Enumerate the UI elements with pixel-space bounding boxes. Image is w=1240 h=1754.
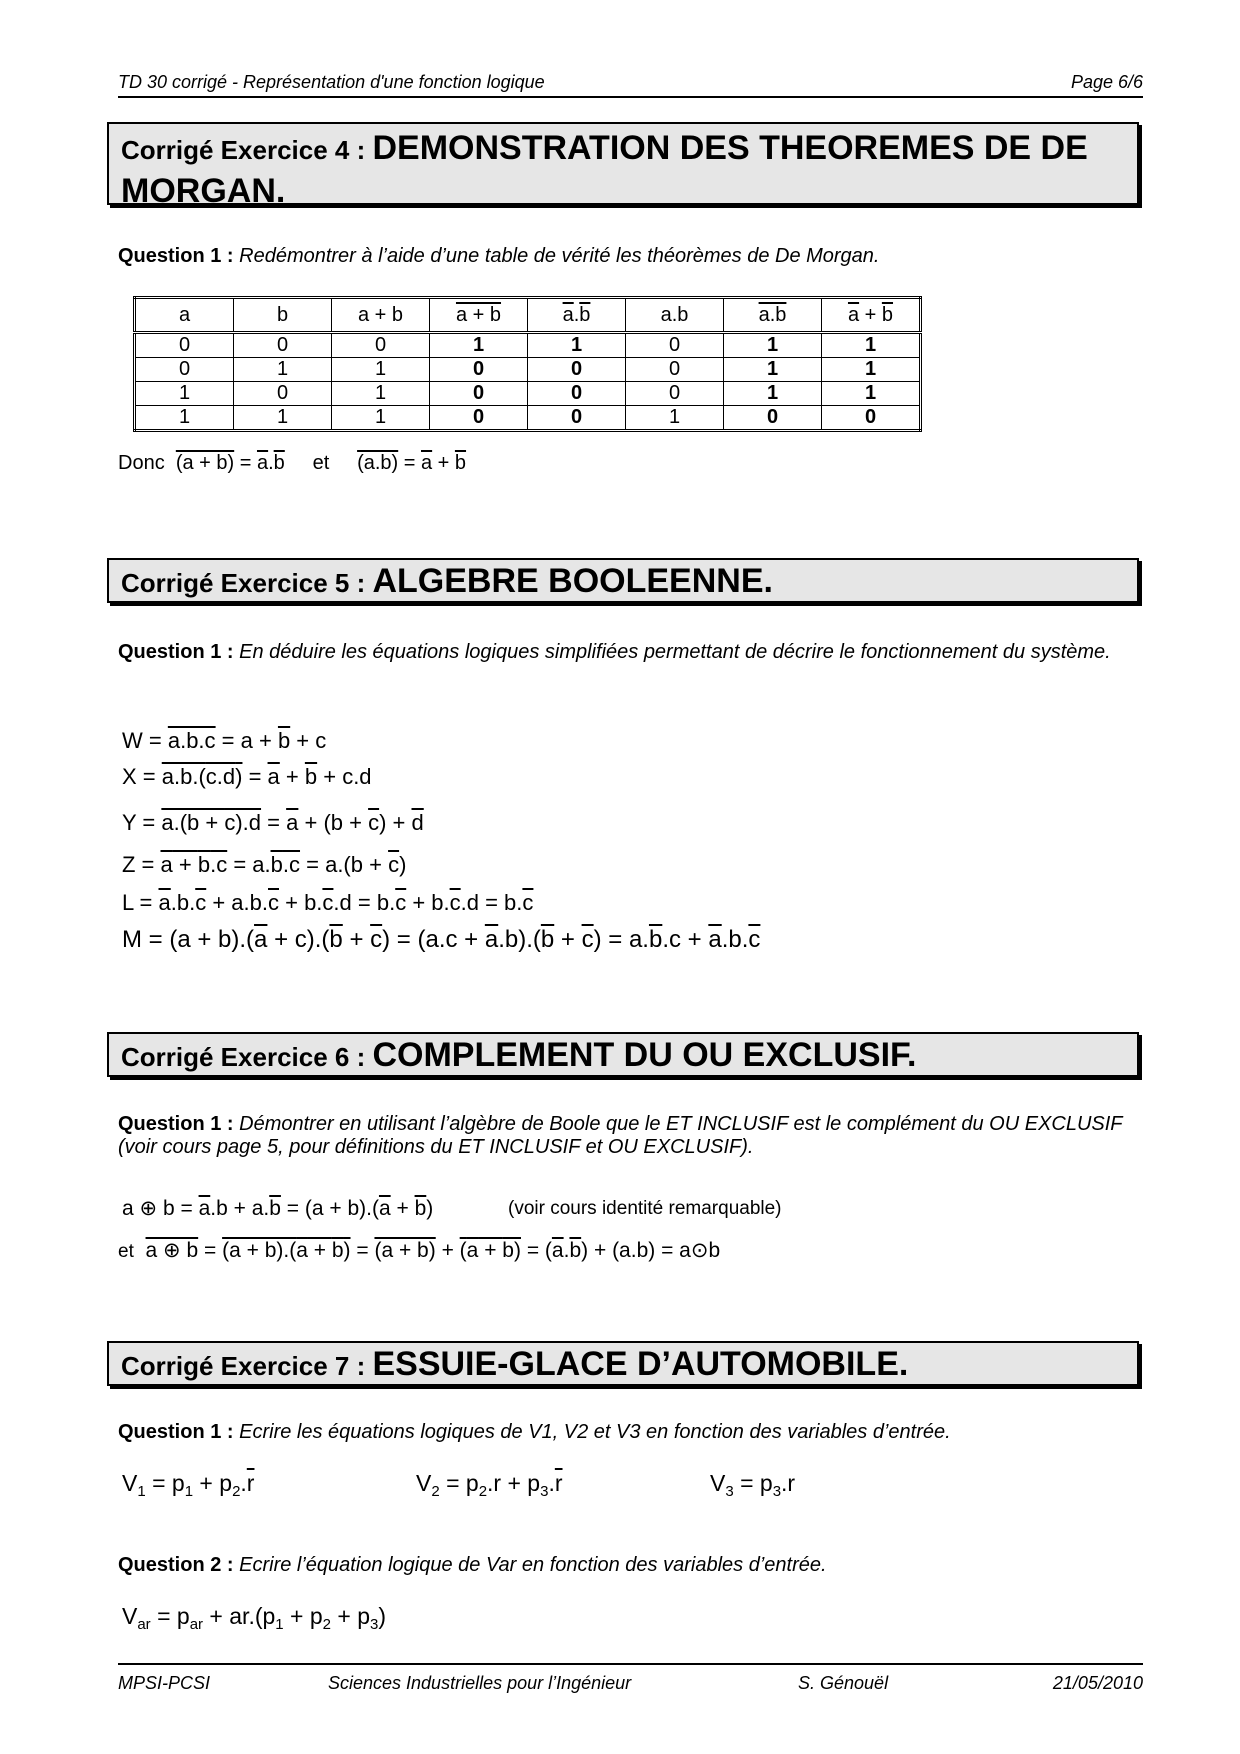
col-header-not-a-or-b: a + b xyxy=(430,298,528,333)
question-label: Question 1 : xyxy=(118,1421,240,1443)
cell: 1 xyxy=(724,333,822,358)
exercise-4-title-box xyxy=(107,122,1139,210)
de-morgan-conclusion: Donc $(a + b) = \overline{a}.\overline{b}$ et $(a.b) = \overline{a} + \overline{b}$ xyxy=(118,452,467,474)
page-number: Page 6/6 xyxy=(1070,72,1143,92)
cell: 1 xyxy=(332,406,430,431)
question-text: En déduire les équations logiques simplifiées permettant de décrire le fonctionnement du système. xyxy=(239,641,1111,663)
cell: 0 xyxy=(626,382,724,406)
table-row xyxy=(135,358,921,382)
et-label: et xyxy=(118,1241,134,1262)
ex6-question-1 xyxy=(118,1113,1128,1159)
cell: 1 xyxy=(332,382,430,406)
exercise-5-prefix: Corrigé Exercice 5 : xyxy=(121,568,373,598)
cell: 0 xyxy=(135,333,234,358)
col-header-a-and-b: a.b xyxy=(626,298,724,333)
exercise-5-title: ALGEBRE BOOLEENNE. xyxy=(372,562,773,600)
question-text: Redémontrer à l’aide d’une table de vérité les théorèmes de De Morgan. xyxy=(239,245,880,267)
et-label: et xyxy=(312,452,330,474)
equation-v3: $V_3 = p_3.r$ xyxy=(710,1470,796,1500)
exercise-4-prefix: Corrigé Exercice 4 : xyxy=(121,135,373,165)
equation-v1: $V_1 = p_1 + p_2.\overline{r}$ xyxy=(122,1470,255,1500)
equation-xor: a ⊕ $b = \overline{a}.b + a.\overline{b} = (a + b).(\overline{a} + \overline{b})$ xyxy=(122,1197,434,1220)
equation-z: $Z = a + b.c = a.b.c = a.(b + \overline{c})$ xyxy=(122,852,407,877)
exercise-4-title: DEMONSTRATION DES THEOREMES DE DE MORGAN. xyxy=(121,129,1088,210)
cell: 0 xyxy=(430,358,528,382)
cell: 1 xyxy=(135,382,234,406)
exercise-6-title-box xyxy=(107,1032,1139,1077)
table-row xyxy=(135,382,921,406)
cell: 0 xyxy=(822,406,921,431)
cell: 1 xyxy=(822,382,921,406)
cell: 0 xyxy=(234,333,332,358)
donc-label: Donc xyxy=(118,452,165,474)
cell: 1 xyxy=(528,333,626,358)
col-header-nota-or-notb: $\overline{a} + \overline{b}$ xyxy=(822,298,921,333)
footer-subject: Sciences Industrielles pour l’Ingénieur xyxy=(328,1673,632,1693)
col-header-a: a xyxy=(135,298,234,333)
table-row xyxy=(135,333,921,358)
exercise-6-prefix: Corrigé Exercice 6 : xyxy=(121,1042,373,1072)
cell: 1 xyxy=(234,406,332,431)
cell: 1 xyxy=(724,382,822,406)
col-header-b: b xyxy=(234,298,332,333)
equation-m: $M = (a + b).(\overline{a} + c).(\overline{b} + \overline{c}) = (a.c + \overline{a}.b).(\overline{b} + \overline{c}) = a.\overline{b}.c + \overline{a}.b.\overline{c}$ xyxy=(122,926,761,953)
cell: 1 xyxy=(430,333,528,358)
truth-table xyxy=(133,296,922,432)
ex7-question-2 xyxy=(118,1554,827,1577)
col-header-not-a-and-b: a.b xyxy=(724,298,822,333)
cell: 0 xyxy=(528,358,626,382)
cell: 0 xyxy=(626,333,724,358)
question-label: Question 1 : xyxy=(118,1113,240,1135)
cell: 1 xyxy=(724,358,822,382)
col-header-a-or-b: a + b xyxy=(332,298,430,333)
ex5-question-1 xyxy=(118,641,1128,664)
cell: 0 xyxy=(528,382,626,406)
equation-var: $V_{ar} = p_{ar} + ar.(p_1 + p_2 + p_3)$ xyxy=(122,1603,387,1633)
equation-v2: $V_2 = p_2.r + p_3.\overline{r}$ xyxy=(416,1470,563,1500)
ex4-question-1 xyxy=(118,245,880,268)
equation-x: $X = a.b.(c.d) = \overline{a} + \overline{b} + c.d$ xyxy=(122,764,372,789)
cell: 1 xyxy=(822,333,921,358)
exercise-6-title: COMPLEMENT DU OU EXCLUSIF. xyxy=(372,1036,917,1074)
col-header-nota-notb: $\overline{a}.\overline{b}$ xyxy=(528,298,626,333)
cell: 0 xyxy=(724,406,822,431)
equation-w: $W = a.b.c = a + \overline{b} + c$ xyxy=(122,728,327,753)
cell: 0 xyxy=(528,406,626,431)
exercise-7-prefix: Corrigé Exercice 7 : xyxy=(121,1351,373,1381)
cell: 1 xyxy=(332,358,430,382)
question-label: Question 1 : xyxy=(118,641,240,663)
footer-class: MPSI-PCSI xyxy=(118,1673,211,1693)
equation-l: $L = \overline{a}.b.\overline{c} + a.b.\overline{c} + b.\overline{c}.d = b.\overline{c} + b.\overline{c}.d = b.\overline{c}$ xyxy=(122,890,534,915)
table-row xyxy=(135,406,921,431)
question-text: Ecrire l’équation logique de Var en fonction des variables d’entrée. xyxy=(239,1554,827,1576)
page-header xyxy=(118,72,1143,98)
question-label: Question 1 : xyxy=(118,245,240,267)
footer-author: S. Génouël xyxy=(798,1673,889,1693)
table-header-row xyxy=(135,298,921,333)
exercise-7-title: ESSUIE-GLACE D’AUTOMOBILE. xyxy=(372,1345,909,1383)
cell: 1 xyxy=(135,406,234,431)
footer-date: 21/05/2010 xyxy=(1052,1673,1143,1693)
cell: 0 xyxy=(234,382,332,406)
page-footer xyxy=(118,1663,1143,1693)
exercise-7-title-box xyxy=(107,1341,1139,1386)
question-text: Ecrire les équations logiques de V1, V2 et V3 en fonction des variables d’entrée. xyxy=(239,1421,951,1443)
equation-xnor: et a ⊕ $b = (a + b).(a + b) = (a + b) + (a + b) = (\overline{a}.\overline{b}) + (a.b)$ = a⊙b xyxy=(118,1239,721,1262)
cell: 0 xyxy=(430,406,528,431)
cell: 0 xyxy=(332,333,430,358)
question-text: Démontrer en utilisant l’algèbre de Boole que le ET INCLUSIF est le complément du OU EXCLUSIF (voir cours page 5, pour définitions du ET INCLUSIF et OU EXCLUSIF). xyxy=(118,1113,1123,1158)
question-label: Question 2 : xyxy=(118,1554,240,1576)
exercise-5-title-box xyxy=(107,558,1139,603)
ex7-question-1 xyxy=(118,1421,951,1444)
remark-note: (voir cours identité remarquable) xyxy=(508,1198,782,1219)
cell: 0 xyxy=(430,382,528,406)
cell: 0 xyxy=(626,358,724,382)
header-title: TD 30 corrigé - Représentation d'une fonction logique xyxy=(118,72,545,92)
equation-y: $Y = a.(b + c).d = \overline{a} + (b + \overline{c}) + \overline{d}$ xyxy=(122,810,424,835)
cell: 1 xyxy=(626,406,724,431)
cell: 1 xyxy=(822,358,921,382)
cell: 1 xyxy=(234,358,332,382)
cell: 0 xyxy=(135,358,234,382)
